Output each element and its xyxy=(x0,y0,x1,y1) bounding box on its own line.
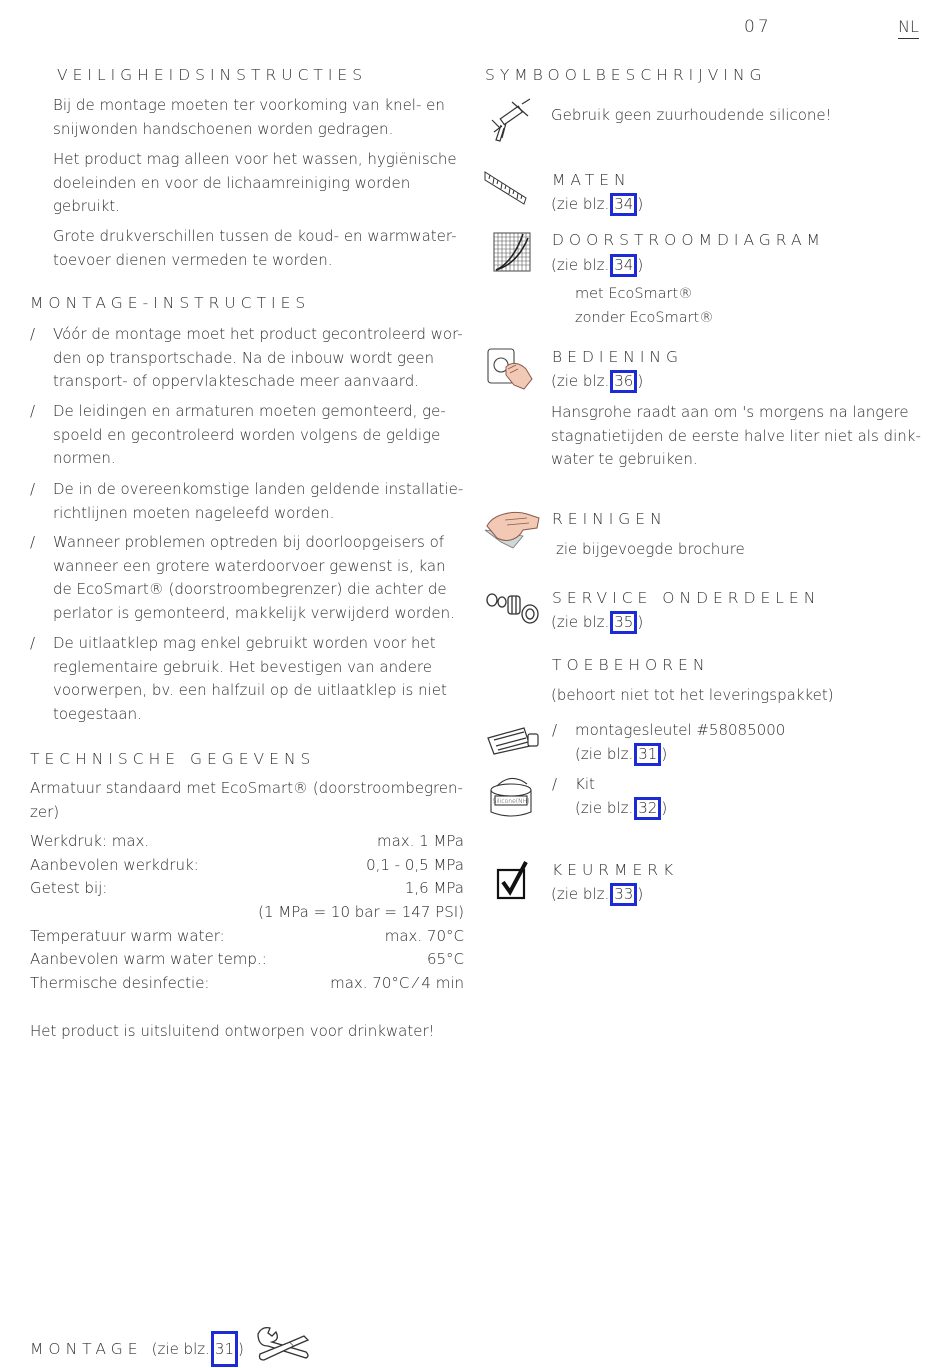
mounting-key-icon xyxy=(484,722,544,764)
spec-row: (1 MPa = 10 bar = 147 PSI) xyxy=(258,903,464,921)
spec-row: Thermische desinfectie: max. 70°C ⁄ 4 min xyxy=(30,974,464,992)
spare-parts-icon xyxy=(484,588,542,632)
flow-title: DOORSTROOMDIAGRAM xyxy=(552,231,825,249)
cleaning-text: zie bijgevoegde brochure xyxy=(556,540,745,558)
footer-montage: MONTAGE (zie blz. 31 ) xyxy=(30,1331,244,1367)
accessory-item-kit: / Kit (zie blz. 32 ) xyxy=(575,773,895,820)
page-link[interactable]: 32 xyxy=(634,797,661,820)
flow-without-ecosmart: zonder EcoSmart® xyxy=(575,310,714,326)
operation-ref: (zie blz. 36 ) xyxy=(551,370,643,394)
spec-row: Getest bij: 1,6 MPa xyxy=(30,879,464,897)
mounting-item-4: / Wanneer problemen optreden bij doorloopgeisers of wanneer een grotere waterdoorvoer gewenst is, kan de EcoSmart® (doorstroombegrenzer) die achter de perlator is gemonteerd, makkelijk verwijderd worden. xyxy=(30,533,455,622)
service-title: SERVICE ONDERDELEN xyxy=(552,589,821,607)
page-link[interactable]: 35 xyxy=(610,611,637,634)
mounting-item-2: / De leidingen en armaturen moeten gemonteerd, ge- spoeld en gecontroleerd worden volgens de geldige normen. xyxy=(30,402,446,467)
accessories-title: TOEBEHOREN xyxy=(552,656,710,674)
page-link[interactable]: 34 xyxy=(610,254,637,277)
operation-title: BEDIENING xyxy=(552,348,684,366)
maten-title: MATEN xyxy=(552,171,631,189)
accessories-subtitle: (behoort niet tot het leveringspakket) xyxy=(551,686,834,704)
safety-title: VEILIGHEIDSINSTRUCTIES xyxy=(57,66,368,84)
symbols-title: SYMBOOLBESCHRIJVING xyxy=(485,66,767,84)
mounting-item-3: / De in de overeenkomstige landen geldende installatie- richtlijnen moeten nageleefd worden. xyxy=(30,480,464,522)
drinking-water-note: Het product is uitsluitend ontworpen voor drinkwater! xyxy=(30,1022,435,1040)
page-link[interactable]: 36 xyxy=(610,370,637,393)
certification-ref: (zie blz. 33 ) xyxy=(551,883,643,907)
page-link[interactable]: 34 xyxy=(610,193,637,216)
spec-row: Werkdruk: max. max. 1 MPa xyxy=(30,832,464,850)
flow-with-ecosmart: met EcoSmart® xyxy=(575,286,693,302)
mounting-title: MONTAGE-INSTRUCTIES xyxy=(30,294,311,312)
mounting-item-1: / Vóór de montage moet het product gecontroleerd wor- den op transportschade. Na de inbouw wordt geen transport- of oppervlakteschade meer aanvaard. xyxy=(30,325,463,390)
page-number: 07 xyxy=(744,17,772,37)
page-link[interactable]: 31 xyxy=(211,1331,238,1367)
flow-ref: (zie blz. 34 ) xyxy=(551,254,643,278)
technical-title: TECHNISCHE GEGEVENS xyxy=(30,750,316,768)
svg-text:Silicone(NH): Silicone(NH) xyxy=(492,798,530,805)
service-ref: (zie blz. 35 ) xyxy=(551,611,643,635)
spec-row: Aanbevolen werkdruk: 0,1 - 0,5 MPa xyxy=(30,856,464,874)
hand-operation-icon xyxy=(486,345,534,395)
accessory-item-key: / montagesleutel #58085000 (zie blz. 31 ) xyxy=(575,719,895,766)
wrench-screwdriver-icon xyxy=(256,1324,312,1368)
safety-paragraph-1: Bij de montage moeten ter voorkoming van knel- en snijwonden handschoenen worden gedragen. xyxy=(53,96,445,138)
page-link[interactable]: 31 xyxy=(634,743,661,766)
language-label: NL xyxy=(898,17,919,39)
mounting-item-5: / De uitlaatklep mag enkel gebruikt worden voor het reglementaire gebruik. Het bevestigen van andere voorwerpen, bv. een halfzuil op de uitlaatklep is niet toegestaan. xyxy=(30,634,447,723)
certification-title: KEURMERK xyxy=(552,861,679,879)
checkmark-box-icon xyxy=(496,860,530,904)
silicone-warning: Gebruik geen zuurhoudende silicone! xyxy=(551,106,832,124)
footer-title: MONTAGE xyxy=(30,1340,143,1358)
flow-diagram-icon xyxy=(493,232,531,276)
spec-row: Aanbevolen warm water temp.: 65°C xyxy=(30,950,464,968)
cleaning-title: REINIGEN xyxy=(552,510,667,528)
technical-intro: Armatuur standaard met EcoSmart® (doorstroombegren- zer) xyxy=(30,779,463,821)
operation-text: Hansgrohe raadt aan om 's morgens na langere stagnatietijden de eerste halve liter niet als dink- water te gebruiken. xyxy=(551,403,921,468)
safety-paragraph-2: Het product mag alleen voor het wassen, hygiënische doeleinden en voor de lichaamreiniging worden gebruikt. xyxy=(53,150,457,215)
cleaning-hand-icon xyxy=(483,508,541,554)
ruler-icon xyxy=(484,168,528,214)
spec-row: Temperatuur warm water: max. 70°C xyxy=(30,927,464,945)
silicone-gun-icon xyxy=(488,98,532,148)
maten-ref: (zie blz. 34 ) xyxy=(551,193,643,217)
page-link[interactable]: 33 xyxy=(610,883,637,906)
safety-paragraph-3: Grote drukverschillen tussen de koud- en warmwater- toevoer dienen vermeden te worden. xyxy=(53,227,457,269)
sealant-tin-icon xyxy=(487,778,535,824)
